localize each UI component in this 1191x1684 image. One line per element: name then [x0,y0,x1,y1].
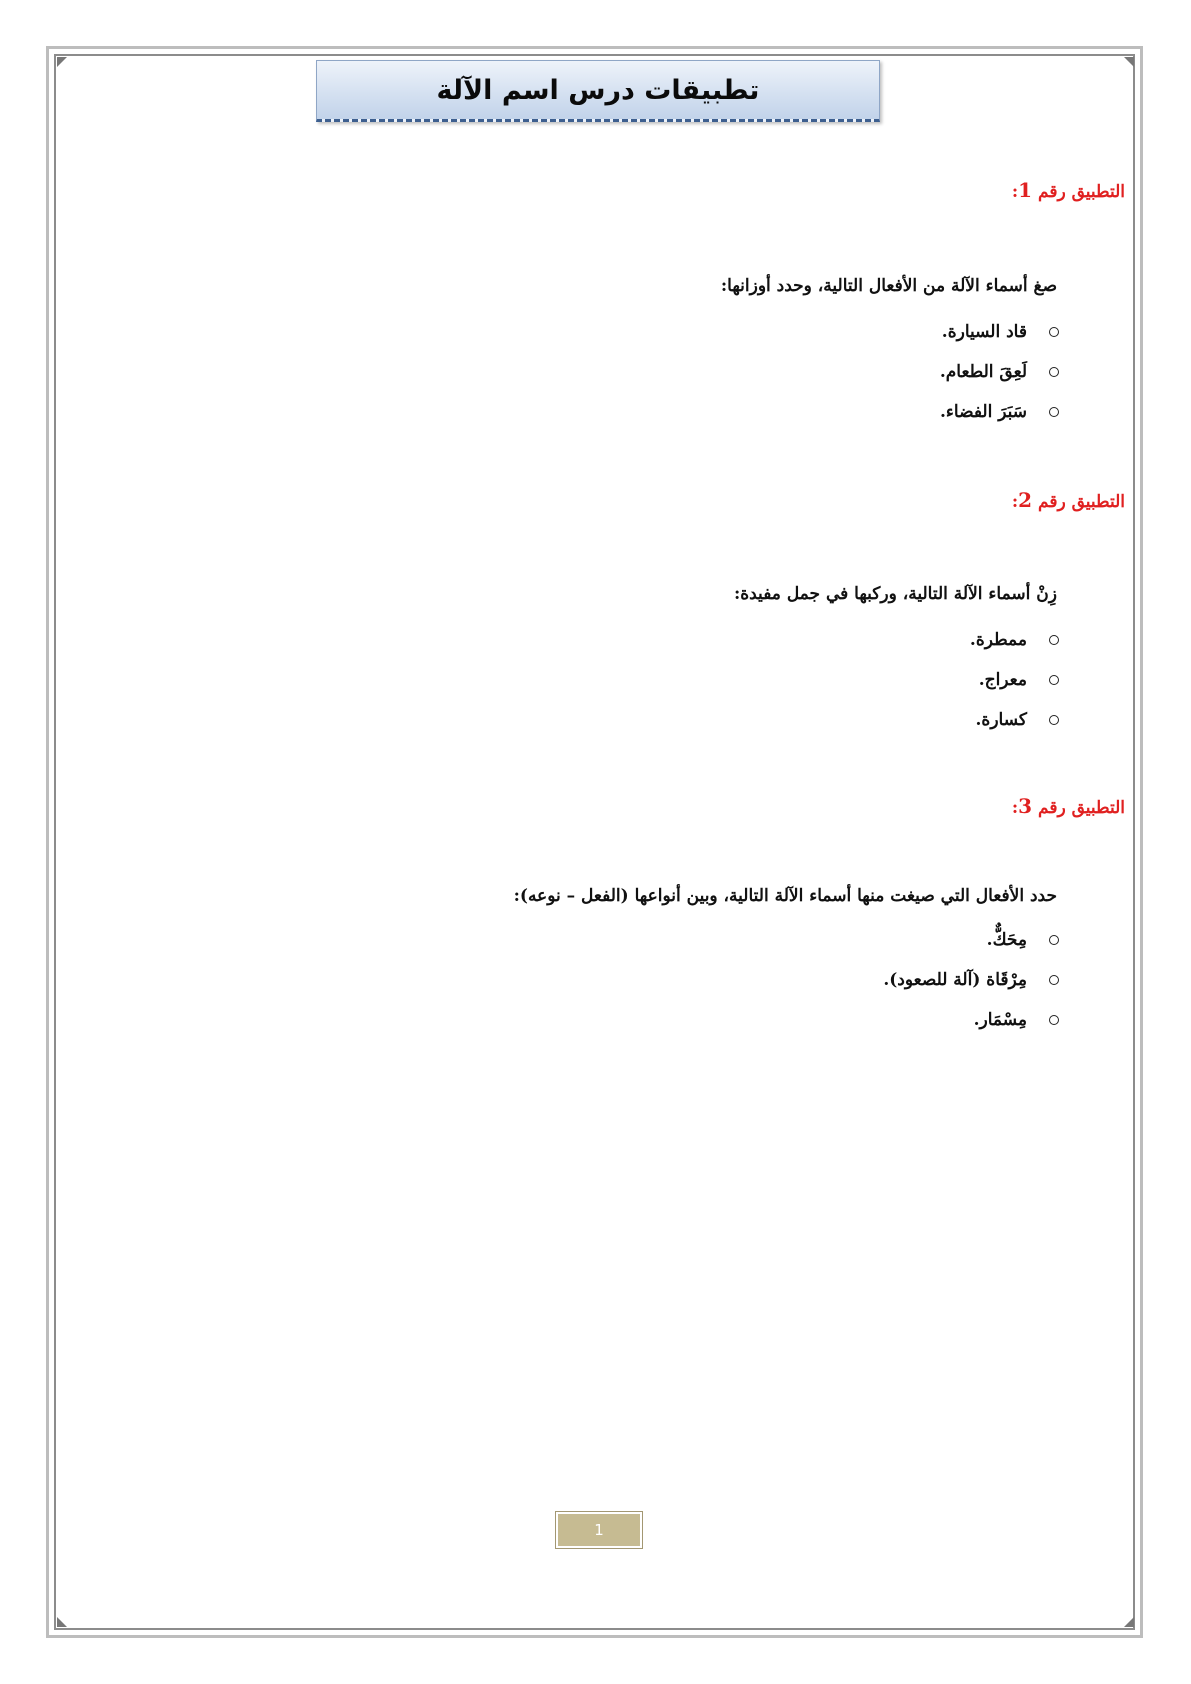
exercise-heading-label: التطبيق رقم [1032,492,1125,512]
corner-ornament-bottom-right [1124,1617,1134,1627]
list-item: مِسْمَار. [883,1000,1059,1040]
exercise-heading-number: 3 [1018,794,1033,818]
exercise-heading-number: 1 [1018,178,1033,202]
circle-bullet-icon [1049,407,1059,417]
circle-bullet-icon [1049,1015,1059,1025]
circle-bullet-icon [1049,367,1059,377]
list-item: قاد السيارة. [940,312,1059,352]
page-title: تطبيقات درس اسم الآلة [436,74,760,106]
exercise-2-instruction: زِنْ أسماء الآلة التالية، وركبها في جمل مفيدة: [733,584,1057,604]
circle-bullet-icon [1049,327,1059,337]
circle-bullet-icon [1049,675,1059,685]
exercise-2-heading [1012,488,1125,512]
exercise-heading-colon: : [1011,798,1019,818]
exercise-3-items [883,920,1059,1040]
list-item: مِحَكٌّ. [883,920,1059,960]
circle-bullet-icon [1049,935,1059,945]
list-item: ممطرة. [970,620,1059,660]
corner-ornament-bottom-left [57,1617,67,1627]
exercise-2-items [970,620,1059,740]
list-item: لَعِقَ الطعام. [940,352,1059,392]
circle-bullet-icon [1049,975,1059,985]
corner-ornament-top-right [1124,57,1134,67]
list-item: كسارة. [970,700,1059,740]
list-item: معراج. [970,660,1059,700]
page-number: 1 [556,1512,642,1548]
circle-bullet-icon [1049,715,1059,725]
exercise-heading-colon: : [1011,182,1019,202]
exercise-heading-number: 2 [1018,488,1033,512]
exercise-heading-colon: : [1011,492,1019,512]
list-item: مِرْقَاة (آلة للصعود). [883,960,1059,1000]
exercise-heading-label: التطبيق رقم [1032,798,1125,818]
list-item: سَبَرَ الفضاء. [940,392,1059,432]
exercise-1-heading [1012,178,1125,202]
corner-ornament-top-left [57,57,67,67]
title-banner [316,60,880,122]
exercise-heading-label: التطبيق رقم [1032,182,1125,202]
exercise-3-instruction: حدد الأفعال التي صيغت منها أسماء الآلة التالية، وبين أنواعها (الفعل – نوعه): [513,886,1057,906]
circle-bullet-icon [1049,635,1059,645]
exercise-3-heading [1012,794,1125,818]
exercise-1-items [940,312,1059,432]
exercise-1-instruction: صغ أسماء الآلة من الأفعال التالية، وحدد أوزانها: [720,276,1057,296]
